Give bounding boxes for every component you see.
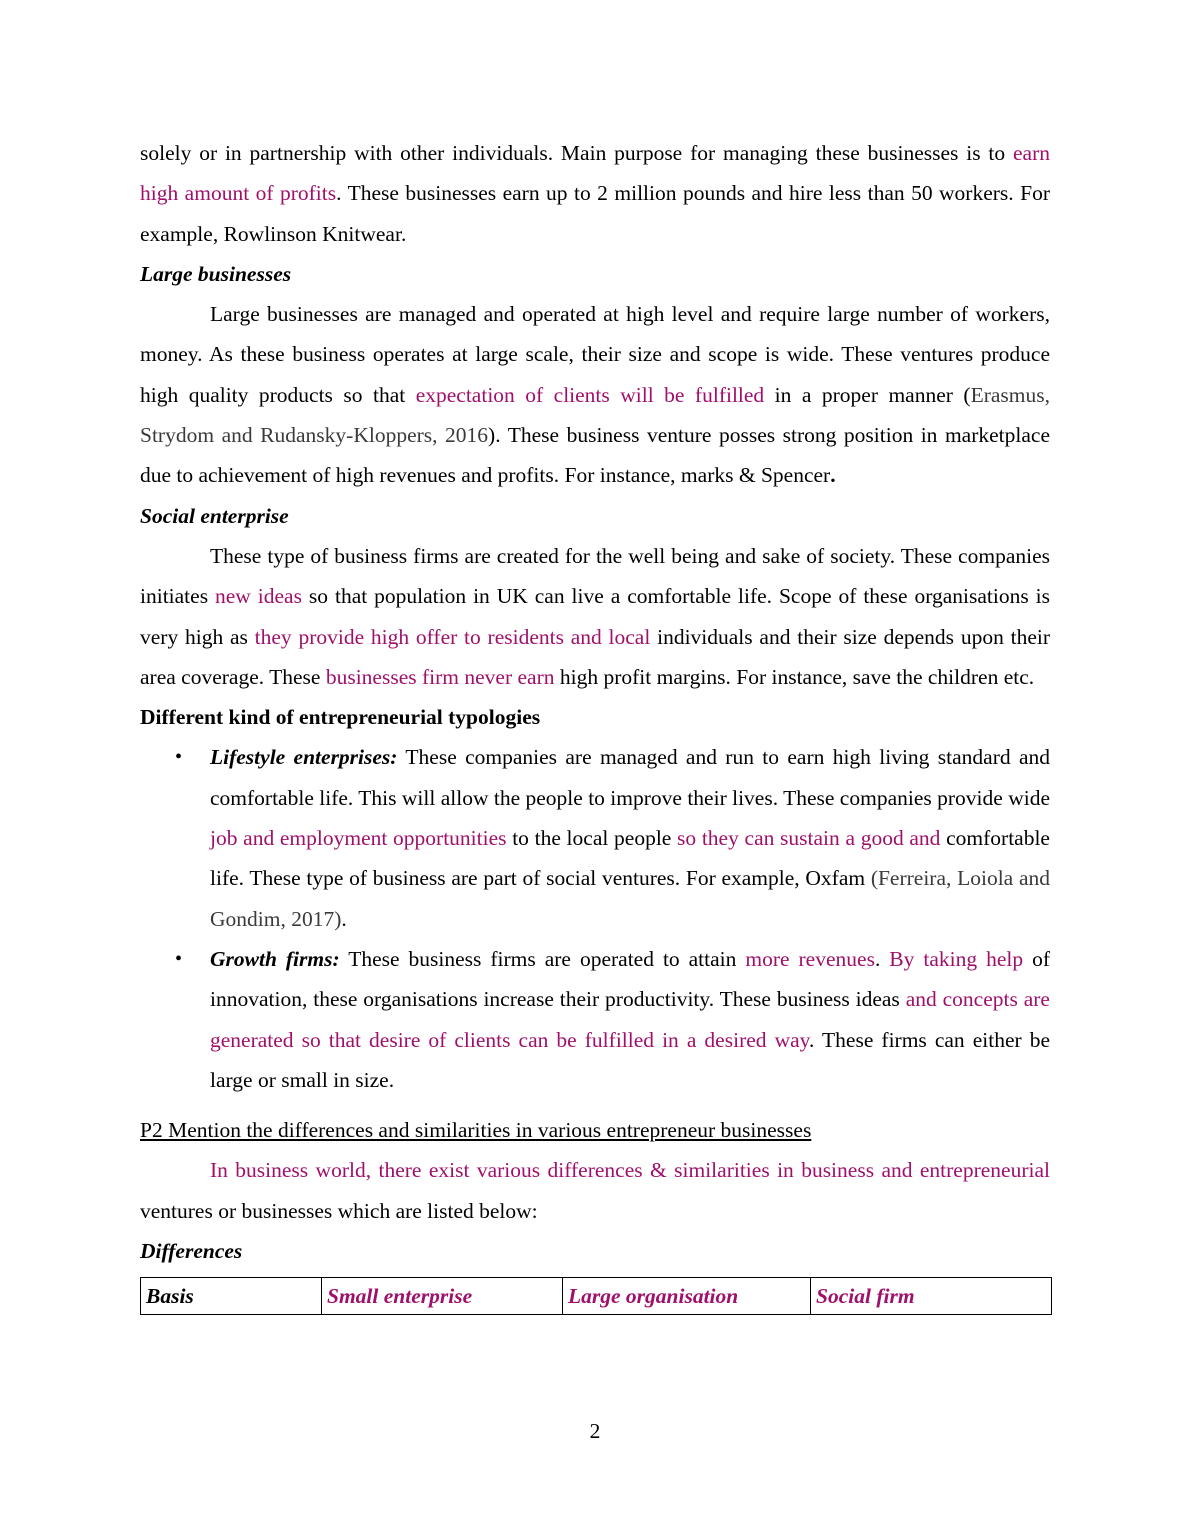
highlighted-text: expectation of clients will be fulfilled: [415, 382, 765, 407]
highlighted-text: businesses firm never earn: [325, 664, 555, 689]
text: high profit margins. For instance, save the children etc.: [554, 664, 1035, 689]
heading-p2: P2 Mention the differences and similarities in various entrepreneur businesses: [140, 1118, 812, 1143]
list-item-label: Lifestyle enterprises:: [210, 745, 398, 770]
highlighted-text: more revenues: [745, 946, 875, 971]
text: . These firms can either be large or small in size.: [210, 1027, 1051, 1092]
text: to the local people: [506, 826, 678, 851]
paragraph-small-business-end: [140, 133, 1050, 254]
page-number: 2: [589, 1419, 601, 1443]
table-header-row: [141, 1278, 1052, 1315]
text: comfortable life. These type of business are part of social ventures. For example, Oxfam: [210, 826, 1050, 891]
text: ventures or businesses which are listed below:: [140, 1198, 538, 1223]
table-header-cell: Basis: [141, 1278, 322, 1315]
citation: (Ferreira, Loiola and Gondim, 2017): [210, 866, 1050, 931]
highlighted-text: In business world, there exist various differences & similarities in business and entrepreneurial: [210, 1158, 1050, 1183]
list-item-lifestyle: [140, 737, 1050, 938]
highlighted-text: job and employment opportunities: [210, 826, 507, 851]
paragraph-large-businesses: [140, 294, 1050, 495]
bullet-icon: •: [175, 947, 183, 970]
text: so that population in UK can live a comfortable life. Scope of these organisations is very high as: [140, 584, 1050, 649]
typologies-list: [140, 737, 1050, 1100]
text: . These businesses earn up to 2 million pounds and hire less than 50 workers. For example, Rowlinson Knitwear.: [140, 181, 1050, 246]
text: solely or in partnership with other individuals. Main purpose for managing these businesses is to: [140, 141, 1013, 165]
heading-large-businesses: Large businesses: [140, 261, 292, 286]
text: of innovation, these organisations increase their productivity. These business ideas: [210, 946, 1050, 1012]
text: ). These business venture posses strong position in marketplace due to achievement of high revenues and profits. For instance, marks & Spencer: [140, 423, 1051, 488]
text: These companies are managed and run to earn high living standard and comfortable life. This will allow the people to improve their lives. These companies provide wide: [210, 745, 1050, 810]
list-item-label: Growth firms:: [210, 946, 340, 971]
table-header-cell: Small enterprise: [322, 1278, 563, 1315]
text: Large businesses are managed and operated at high level and require large number of workers, money. As these business operates at large scale, their size and scope is wide. These ventures produce high quality products so that: [140, 302, 1050, 407]
heading-social-enterprise: Social enterprise: [140, 503, 289, 528]
text: These business firms are operated to attain: [339, 946, 746, 971]
text: individuals and their size depends upon their area coverage. These: [140, 624, 1050, 689]
text: .: [874, 946, 890, 971]
text: These type of business firms are created for the well being and sake of society. These companies initiates: [140, 543, 1050, 609]
paragraph-p2-intro: [140, 1150, 1050, 1231]
table-header-cell: Social firm: [811, 1278, 1052, 1315]
bullet-icon: •: [175, 746, 183, 769]
text: .: [341, 906, 347, 931]
text: in a proper manner (: [764, 382, 971, 407]
highlighted-text: By taking help: [889, 946, 1024, 971]
highlighted-text: new ideas: [215, 584, 302, 609]
document-page: [140, 133, 1050, 1315]
heading-differences: Differences: [140, 1239, 243, 1264]
highlighted-text: they provide high offer to residents and local: [254, 624, 651, 649]
heading-typologies: Different kind of entrepreneurial typologies: [140, 705, 541, 730]
paragraph-social-enterprise: [140, 536, 1050, 697]
table-header-cell: Large organisation: [563, 1278, 811, 1315]
bold-period: .: [830, 463, 836, 488]
highlighted-text: and concepts are generated so that desire of clients can be fulfilled in a desired way: [210, 987, 1050, 1052]
differences-table: [140, 1277, 1052, 1315]
citation: Erasmus, Strydom and Rudansky-Kloppers, 2016: [140, 382, 1050, 448]
list-item-growth: [140, 939, 1050, 1100]
highlighted-text: so they can sustain a good and: [677, 826, 941, 851]
highlighted-text: earn high amount of profits: [140, 141, 1050, 206]
